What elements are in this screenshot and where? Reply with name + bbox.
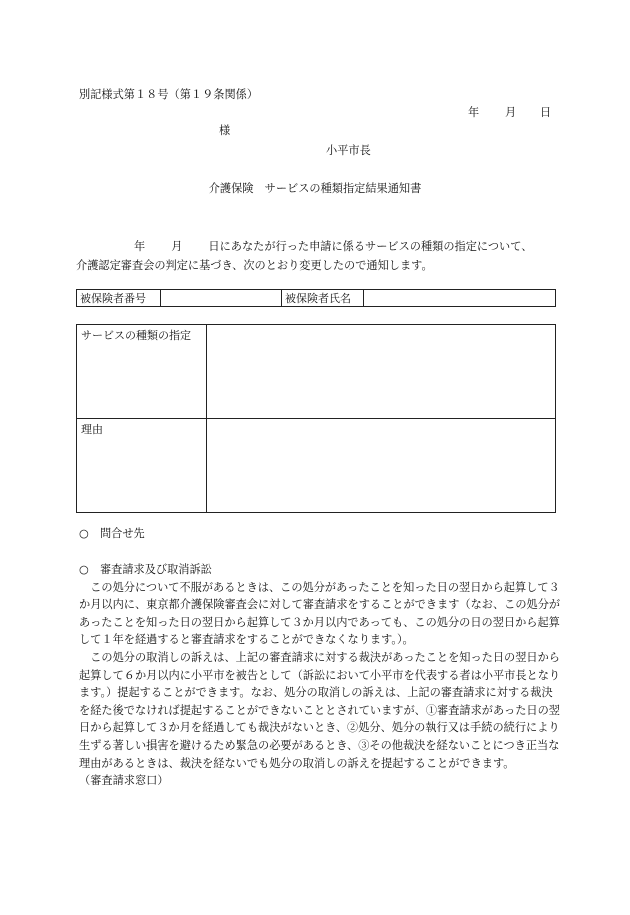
intro-line-2: 介護認定審査会の判定に基づき、次のとおり変更したので通知します。: [76, 259, 433, 272]
insured-number-label: 被保険者番号: [77, 290, 161, 307]
service-type-field[interactable]: [207, 325, 556, 419]
reason-field[interactable]: [207, 419, 556, 513]
review-window-label: （審査請求窓口）: [79, 774, 169, 788]
addressee-suffix: 様: [219, 124, 231, 137]
insured-name-label: 被保険者氏名: [282, 290, 364, 307]
designation-table: [76, 324, 556, 513]
intro-line1-rest: 日にあなたが行った申請に係るサービスの種類の指定について、: [208, 240, 533, 253]
insured-name-field[interactable]: [364, 290, 556, 307]
intro-line-1: [76, 237, 532, 256]
intro-year: 年: [134, 240, 146, 253]
form-number: 別記様式第１８号（第１９条関係）: [79, 88, 259, 101]
reason-label: 理由: [77, 419, 207, 513]
review-paragraph-2: この処分の取消しの訴えは、上記の審査請求に対する裁決があったことを知った日の翌日から起算して６か月以内に小平市を被告として（訴訟において小平市を代表する者は小平市長となります。）提起することができます。なお、処分の取消しの訴えは、上記の審査請求に対する裁決を経た後でなければ提起することができないこととされていますが、①審査請求があった日の翌日から起算して３か月を経過しても裁決がないとき、②処分、処分の執行又は手続の続行により生ずる著しい損害を避けるため緊急の必要があるとき、③その他裁決を経ないことにつき正当な理由があるときは、裁決を経ないでも処分の取消しの訴えを提起することができます。: [79, 650, 561, 770]
date-year-label: 年: [468, 106, 480, 119]
review-paragraph-1: この処分について不服があるときは、この処分があったことを知った日の翌日から起算して３か月以内に、東京都介護保険審査会に対して審査請求をすることができます（なお、この処分があったことを知った日の翌日から起算して３か月以内であっても、この処分の日の翌日から起算して１年を経過すると審査請求をすることができなくなります。）。: [79, 580, 561, 647]
insured-person-row: [77, 290, 556, 307]
review-heading: ○ 審査請求及び取消訴訟: [79, 563, 212, 576]
issuer-name: 小平市長: [326, 144, 371, 157]
intro-text: [76, 237, 532, 275]
date-month-label: 月: [505, 106, 517, 119]
document-title: 介護保険 サービスの種類指定結果通知書: [208, 182, 422, 195]
service-type-row: [77, 325, 556, 419]
review-section: [79, 561, 561, 790]
inquiry-heading: ○ 問合せ先: [79, 527, 145, 540]
reason-row: [77, 419, 556, 513]
service-type-label: サービスの種類の指定: [77, 325, 207, 419]
date-day-label: 日: [540, 106, 552, 119]
intro-month: 月: [171, 240, 183, 253]
insured-number-field[interactable]: [161, 290, 282, 307]
insured-person-table: [76, 289, 556, 307]
